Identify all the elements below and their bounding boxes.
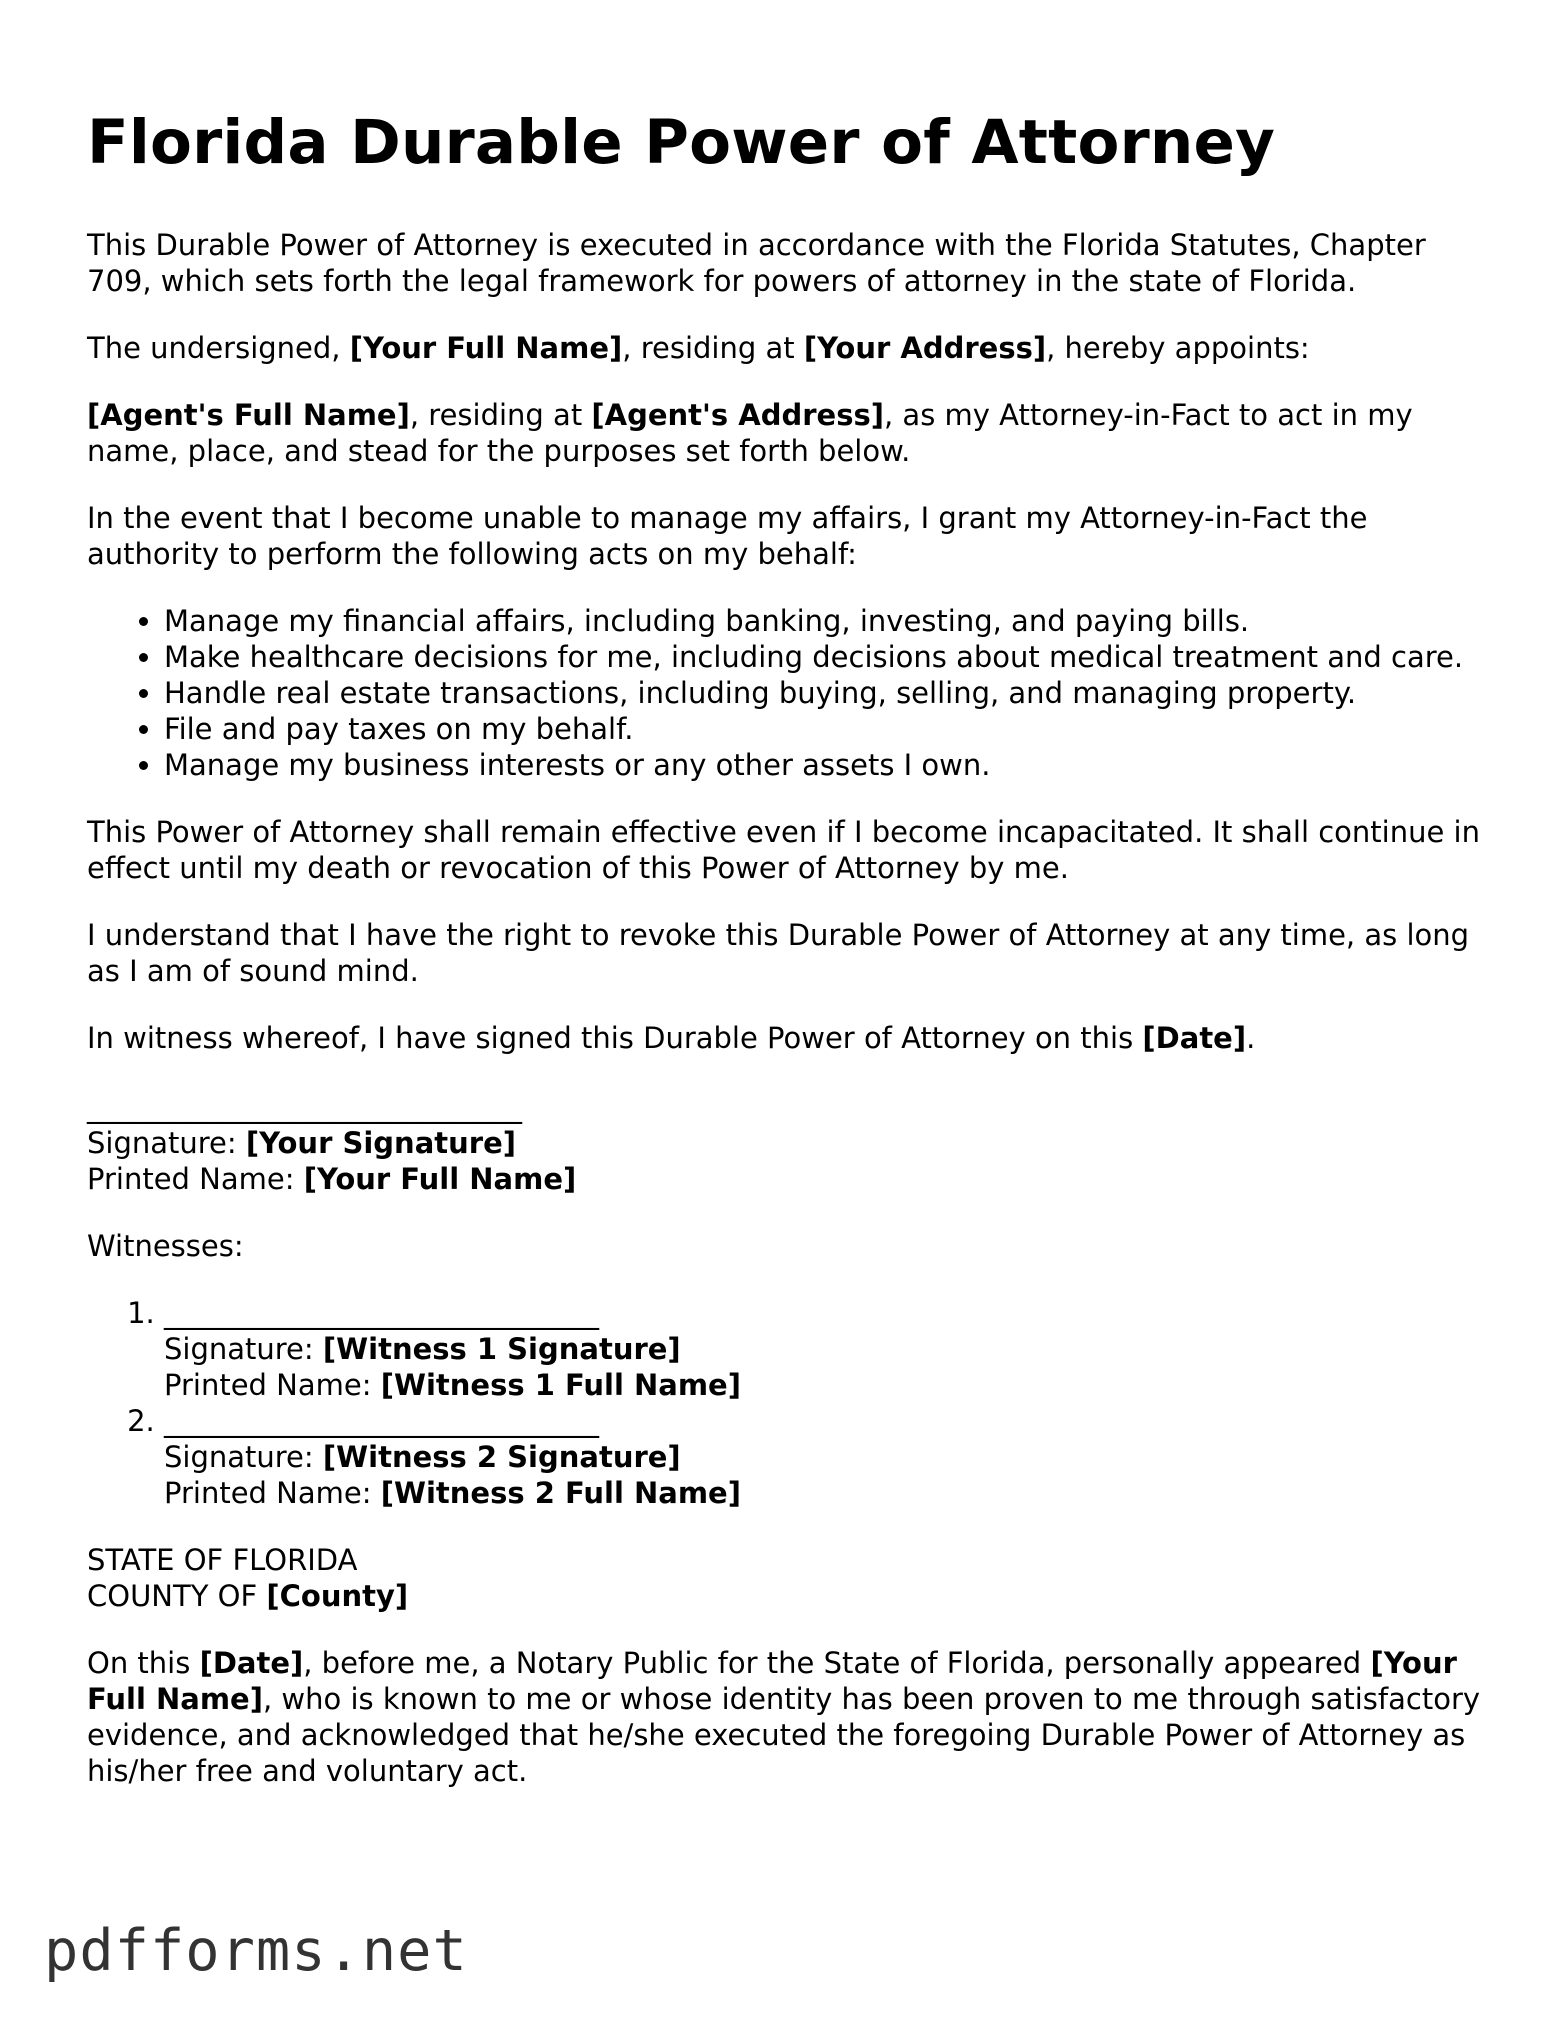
date-placeholder: [Date] xyxy=(1142,1021,1247,1055)
witness-signature xyxy=(164,1439,1487,1475)
notary-text-3: , who is known to me or whose identity has been proven to me through satisfactory evidence, and acknowledged that he/she executed the foregoing Durable Power of Attorney as his/her free and voluntary act. xyxy=(87,1682,1481,1788)
signature-label: Signature: xyxy=(164,1332,323,1366)
signature-line: 1. ______________________________ xyxy=(164,1296,599,1330)
document-title: Florida Durable Power of Attorney xyxy=(87,107,1276,178)
witness-printed-name xyxy=(164,1475,1487,1511)
principal-address-placeholder: [Your Address] xyxy=(803,331,1047,365)
intro-paragraph: This Durable Power of Attorney is executed in accordance with the Florida Statutes, Chapter 709, which sets forth the legal framework for powers of attorney in the state of Florida. xyxy=(87,228,1426,298)
witnesses-list xyxy=(87,1295,1487,1511)
witnesses-label: Witnesses: xyxy=(87,1229,244,1263)
signature-line: ______________________________ xyxy=(87,1090,522,1124)
principal-name-placeholder: [Your Full Name] xyxy=(349,331,623,365)
county-label: COUNTY OF xyxy=(87,1579,267,1613)
printed-name-label: Printed Name: xyxy=(164,1368,381,1402)
principal-printed-name xyxy=(87,1161,1487,1197)
notary-text-1: On this xyxy=(87,1646,200,1680)
county-placeholder: [County] xyxy=(266,1579,409,1613)
printed-name-placeholder: [Your Full Name] xyxy=(303,1162,577,1196)
witness-printed-name xyxy=(164,1367,1487,1403)
appoint-text-1: The undersigned, xyxy=(87,331,350,365)
agent-text-2: , as my Attorney-in-Fact to act in my name, place, and stead for the purposes set forth below. xyxy=(87,398,1413,468)
agent-text-1: , residing at xyxy=(409,398,592,432)
printed-name-placeholder: [Witness 2 Full Name] xyxy=(380,1476,741,1510)
signature-line: 2. ______________________________ xyxy=(164,1404,599,1438)
witness-clause-text: In witness whereof, I have signed this Durable Power of Attorney on this xyxy=(87,1021,1143,1055)
venue-block xyxy=(87,1542,1487,1614)
appoint-text-2: , residing at xyxy=(622,331,804,365)
list-item: • File and pay taxes on my behalf. xyxy=(164,711,1487,747)
list-item xyxy=(164,1403,1487,1511)
agent-address-placeholder: [Agent's Address] xyxy=(591,398,884,432)
printed-name-label: Printed Name: xyxy=(164,1476,381,1510)
list-item: • Make healthcare decisions for me, including decisions about medical treatment and care. xyxy=(164,639,1487,675)
principal-signature xyxy=(87,1125,1487,1161)
signature-placeholder: [Witness 1 Signature] xyxy=(322,1332,681,1366)
site-watermark: pdfforms.net xyxy=(44,1918,468,1984)
notary-name-placeholder: [Your Full Name] xyxy=(87,1646,1457,1716)
venue-state: STATE OF FLORIDA xyxy=(87,1543,358,1577)
notary-date-placeholder: [Date] xyxy=(199,1646,304,1680)
grant-paragraph: In the event that I become unable to manage my affairs, I grant my Attorney-in-Fact the authority to perform the following acts on my behalf: xyxy=(87,501,1368,571)
signature-placeholder: [Your Signature] xyxy=(245,1126,516,1160)
appointment-paragraph xyxy=(87,330,1487,366)
witness-clause-end: . xyxy=(1246,1021,1256,1055)
list-item: • Handle real estate transactions, including buying, selling, and managing property. xyxy=(164,675,1487,711)
witness-signature xyxy=(164,1331,1487,1367)
printed-name-label: Printed Name: xyxy=(87,1162,304,1196)
notary-paragraph xyxy=(87,1645,1487,1789)
signature-label: Signature: xyxy=(164,1440,323,1474)
durability-paragraph: This Power of Attorney shall remain effective even if I become incapacitated. It shall continue in effect until my death or revocation of this Power of Attorney by me. xyxy=(87,815,1480,885)
appoint-text-3: , hereby appoints: xyxy=(1046,331,1310,365)
printed-name-placeholder: [Witness 1 Full Name] xyxy=(380,1368,741,1402)
revocation-paragraph: I understand that I have the right to revoke this Durable Power of Attorney at any time, as long as I am of sound mind. xyxy=(87,918,1470,988)
powers-list xyxy=(87,603,1487,783)
signature-label: Signature: xyxy=(87,1126,246,1160)
list-item xyxy=(164,1295,1487,1403)
venue-county xyxy=(87,1578,1487,1614)
document-body xyxy=(87,100,1487,1820)
notary-text-2: , before me, a Notary Public for the State of Florida, personally appeared xyxy=(303,1646,1371,1680)
list-item: • Manage my business interests or any other assets I own. xyxy=(164,747,1487,783)
agent-paragraph xyxy=(87,397,1487,469)
signature-placeholder: [Witness 2 Signature] xyxy=(322,1440,681,1474)
agent-name-placeholder: [Agent's Full Name] xyxy=(87,398,410,432)
list-item: • Manage my financial affairs, including banking, investing, and paying bills. xyxy=(164,603,1487,639)
principal-signature-block xyxy=(87,1089,1487,1197)
witness-clause xyxy=(87,1020,1487,1056)
